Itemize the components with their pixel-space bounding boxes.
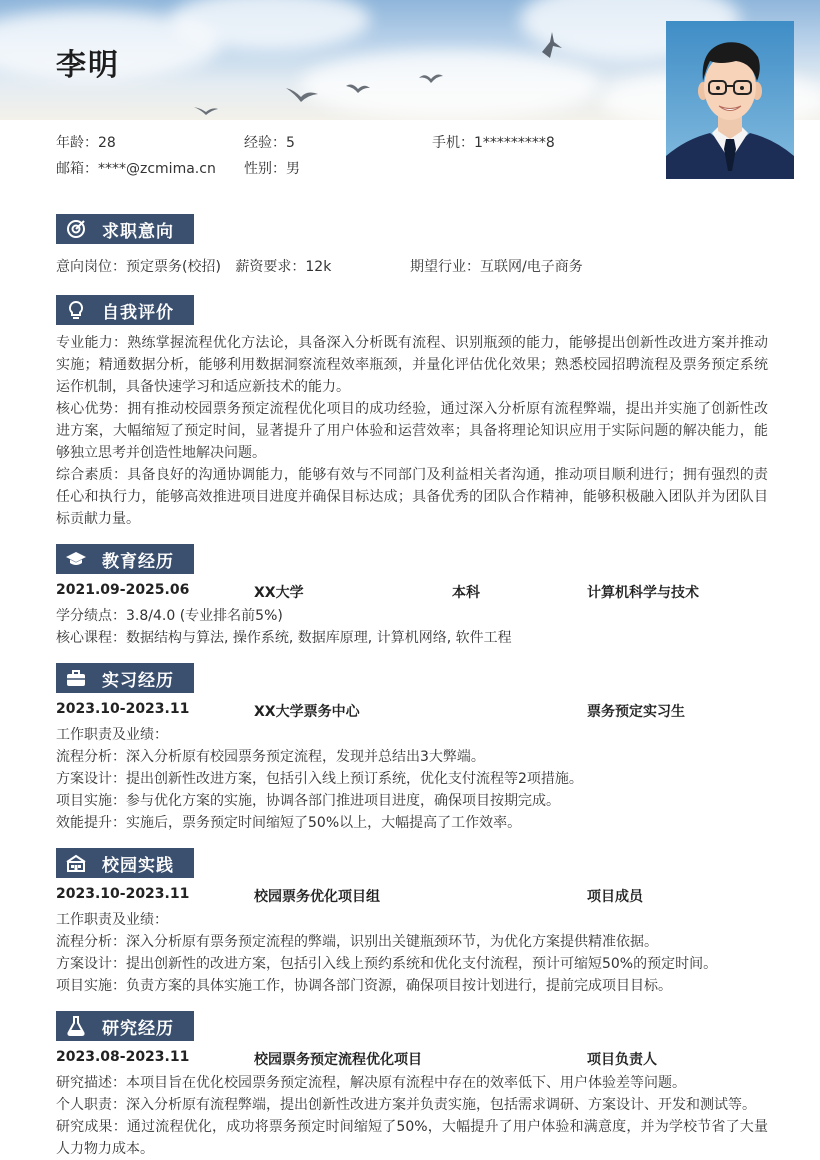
education-degree: 本科 [452,585,480,601]
gender-field: 性别：男 [244,161,300,177]
section-title: 研究经历 [102,1018,174,1039]
section-research [56,1011,194,1041]
research-role: 项目负责人 [587,1052,657,1068]
education-period: 2021.09-2025.06 [56,582,190,598]
internship-line: 项目实施：参与优化方案的实施，协调各部门推进项目进度，确保项目按期完成。 [56,793,560,809]
self-eval-paragraph: 核心优势：拥有推动校园票务预定流程优化项目的成功经验，通过深入分析原有流程弊端，提出并实施了创新性改进方案，大幅缩短了预定时间，显著提升了用户体验和运营效率；具备将理论知识应用于实际问题的解决能力，能够独立思考并创造性地解决问题。 [56,401,768,461]
flask-icon [56,1011,96,1041]
internship-org: XX大学票务中心 [254,704,360,720]
portrait-icon [666,21,794,179]
self-eval-paragraph: 综合素质：具备良好的沟通协调能力，能够有效与不同部门及利益相关者沟通，推动项目顺利进行；拥有强烈的责任心和执行力，能够高效推进项目进度并确保目标达成；具备优秀的团队合作精神，能够积极融入团队并为团队目标贡献力量。 [56,467,768,527]
section-title: 自我评价 [102,302,174,323]
internship-line: 流程分析：深入分析原有校园票务预定流程，发现并总结出3大弊端。 [56,749,485,765]
education-school: XX大学 [254,585,304,601]
education-major: 计算机科学与技术 [587,585,699,601]
research-line: 研究描述：本项目旨在优化校园票务预定流程，解决原有流程中存在的效率低下、用户体验差等问题。 [56,1075,686,1091]
campus-header-row [56,886,768,908]
campus-line: 流程分析：深入分析原有票务预定流程的弊端，识别出关键瓶颈环节，为优化方案提供精准依据。 [56,934,658,950]
campus-org: 校园票务优化项目组 [254,889,380,905]
intent-industry: 期望行业：互联网/电子商务 [410,259,583,275]
bulb-icon [56,295,96,325]
section-internship [56,663,194,693]
internship-line: 方案设计：提出创新性改进方案，包括引入线上预订系统，优化支付流程等2项措施。 [56,771,583,787]
research-line: 研究成果：通过流程优化，成功将票务预定时间缩短了50%，大幅提升了用户体验和满意度，并为学校节省了大量人力物力成本。 [56,1119,768,1157]
experience-field: 经验：5 [244,135,295,151]
bird-icon [285,84,319,104]
section-title: 实习经历 [102,670,174,691]
section-intent [56,214,194,244]
section-title: 校园实践 [102,855,174,876]
profile-photo [666,21,794,179]
campus-line: 项目实施：负责方案的具体实施工作，协调各部门资源，确保项目按计划进行，提前完成项目目标。 [56,978,672,994]
research-line: 个人职责：深入分析原有流程弊端，提出创新性改进方案并负责实施，包括需求调研、方案设计、开发和测试等。 [56,1097,756,1113]
research-org: 校园票务预定流程优化项目 [254,1052,422,1068]
graduation-cap-icon [56,544,96,574]
internship-header-row [56,701,768,723]
resume-header [0,0,820,190]
internship-line: 效能提升：实施后，票务预定时间缩短了50%以上，大幅提高了工作效率。 [56,815,522,831]
bird-icon [345,80,371,96]
phone-field: 手机：1*********8 [432,135,555,151]
target-icon [56,214,96,244]
education-header-row [56,582,768,604]
research-header-row [56,1049,768,1071]
candidate-name: 李明 [56,48,120,83]
building-icon [56,848,96,878]
campus-role: 项目成员 [587,889,643,905]
self-eval-paragraph: 专业能力：熟练掌握流程优化方法论，具备深入分析既有流程、识别瓶颈的能力，能够提出创新性改进方案并推动实施；精通数据分析，能够利用数据洞察流程效率瓶颈，并量化评估优化效果；熟悉校园招聘流程及票务预定系统运作机制，具备快速学习和适应新技术的能力。 [56,335,768,395]
education-line: 学分绩点：3.8/4.0 (专业排名前5%) [56,608,283,624]
bird-icon [418,70,444,86]
age-field: 年龄：28 [56,135,116,151]
campus-line: 工作职责及业绩： [56,912,168,928]
section-campus [56,848,194,878]
internship-role: 票务预定实习生 [587,704,685,720]
section-title: 教育经历 [102,551,174,572]
research-period: 2023.08-2023.11 [56,1049,190,1065]
bird-icon [193,104,219,116]
internship-line: 工作职责及业绩： [56,727,168,743]
campus-period: 2023.10-2023.11 [56,886,190,902]
intent-salary: 薪资要求：12k [235,259,332,275]
section-education [56,544,194,574]
bird-icon [538,30,566,60]
section-title: 求职意向 [102,221,174,242]
internship-period: 2023.10-2023.11 [56,701,190,717]
education-line: 核心课程：数据结构与算法, 操作系统, 数据库原理, 计算机网络, 软件工程 [56,630,512,646]
intent-position: 意向岗位：预定票务(校招) [56,259,221,275]
email-field: 邮箱：****@zcmima.cn [56,161,216,177]
intent-row [56,256,768,278]
briefcase-icon [56,663,96,693]
section-self-eval [56,295,194,325]
campus-line: 方案设计：提出创新性的改进方案，包括引入线上预约系统和优化支付流程，预计可缩短50%的预定时间。 [56,956,718,972]
